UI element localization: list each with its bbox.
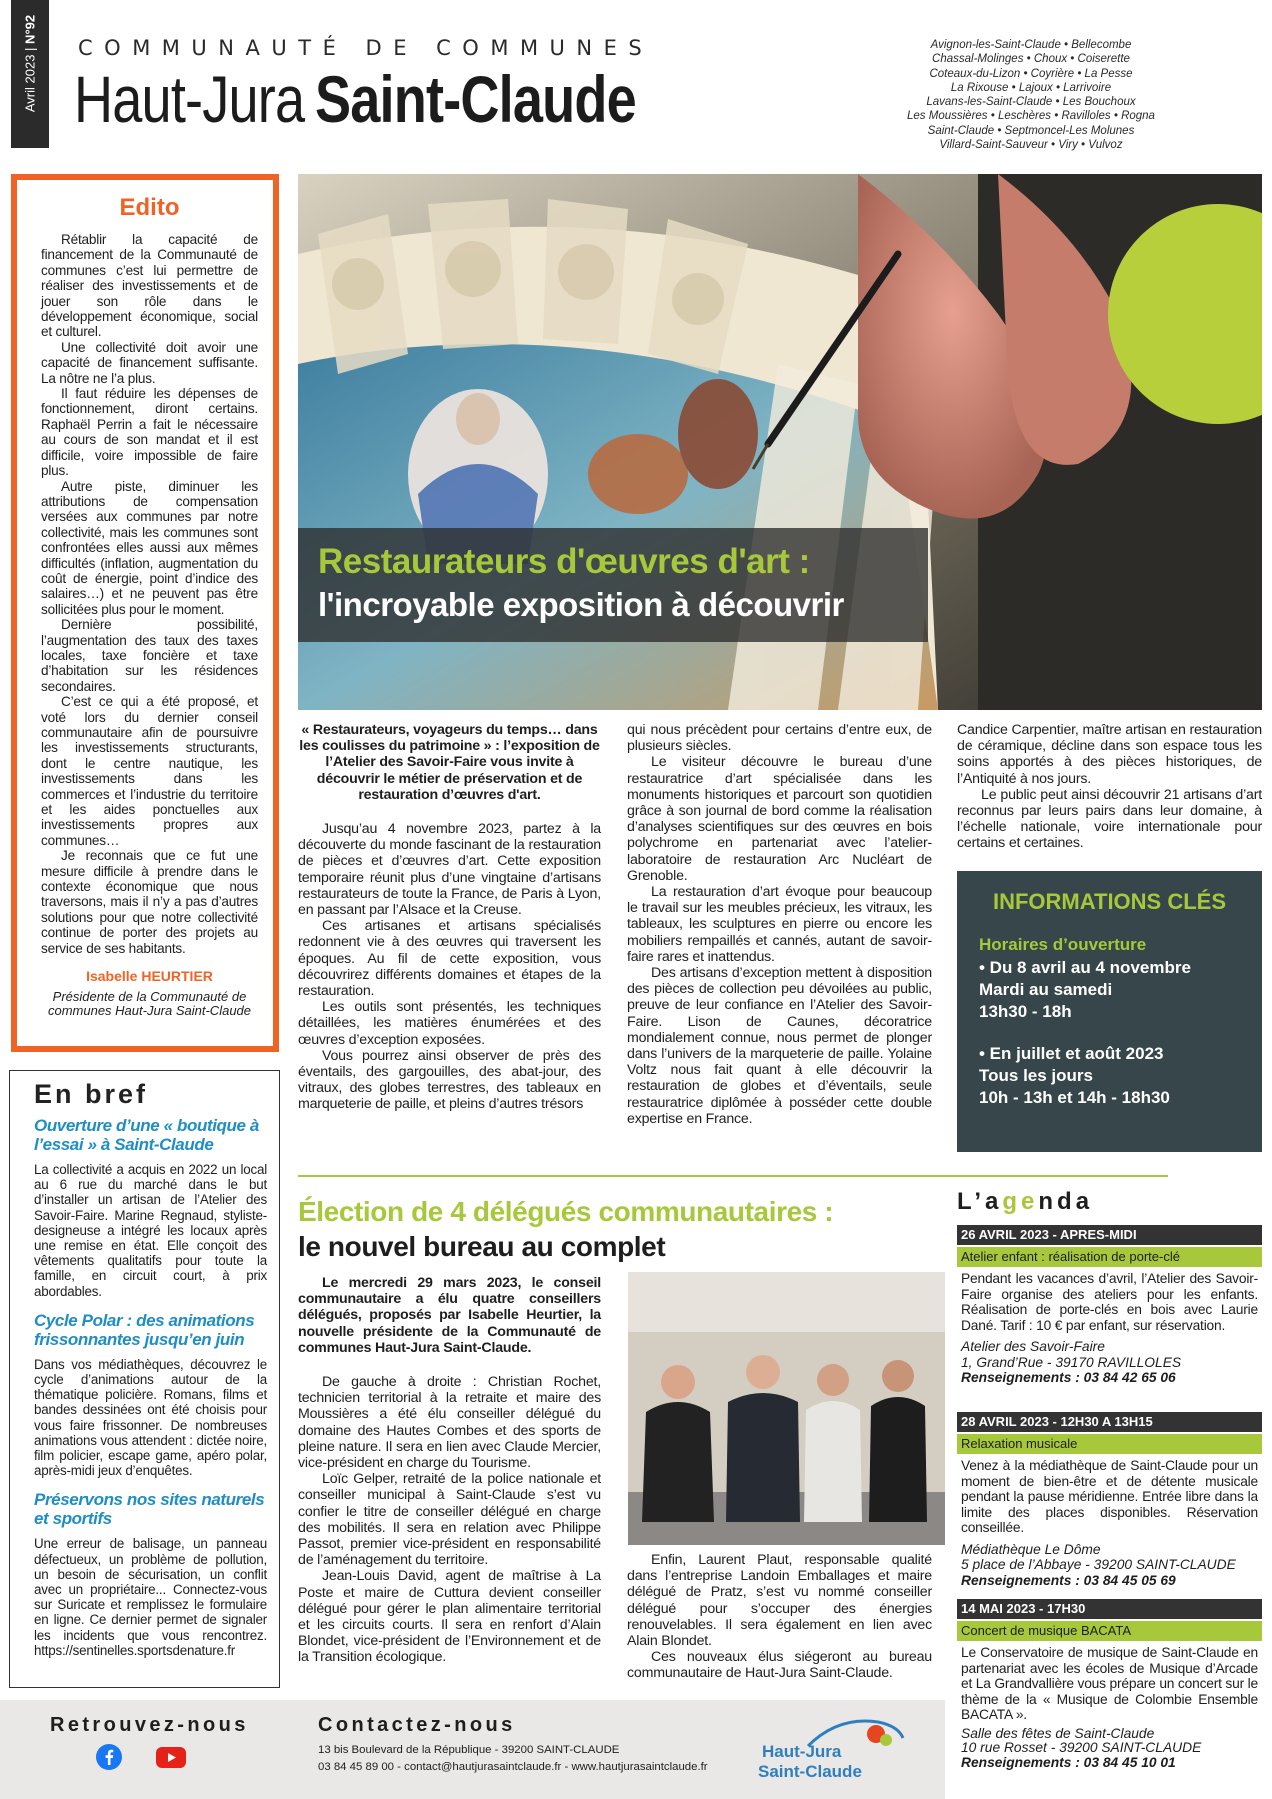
contact-line[interactable]: 03 84 45 89 00 - contact@hautjurasaintclaude.fr - www.hautjurasaintclaude.fr — [318, 1761, 708, 1773]
en-bref-title: En bref — [34, 1079, 149, 1109]
logo-line2: Saint-Claude — [758, 1762, 862, 1781]
masthead-title: Haut-JuraSaint-Claude — [74, 62, 636, 136]
event-category: Concert de musique BACATA — [957, 1621, 1262, 1641]
hours-line: 13h30 - 18h — [979, 1002, 1072, 1021]
edito-box — [11, 174, 279, 1052]
hours-line: • Du 8 avril au 4 novembre — [979, 958, 1191, 977]
logo-line1: Haut-Jura — [762, 1742, 842, 1761]
event-description: Le Conservatoire de musique de Saint-Claude en partenariat avec les écoles de Musique d’Arcade et La Grandvallière vous prépare un concert sur le thème de la « Musique de Colombie Ensemble BACATA ». — [961, 1645, 1258, 1722]
hours-line: Mardi au samedi — [979, 980, 1113, 999]
event-category: Relaxation musicale — [957, 1434, 1262, 1454]
contact-us-label: Contactez-nous — [318, 1714, 516, 1736]
communes-list: Avignon-les-Saint-Claude • Bellecombe Chassal-Molinges • Choux • Coiserette Coteaux-du-Lizon • Coyrière • La Pesse La Rixouse • Lajoux • Larrivoire Lavans-les-Saint-Claude • Les Bouchoux Les Moussières • Leschères • Ravilloles • Rogna Saint-Claude • Septmoncel-Les Molunes Villard-Saint-Sauveur • Viry • Vulvoz — [907, 39, 1155, 152]
event-date: 28 AVRIL 2023 - 12H30 A 13H15 — [957, 1412, 1262, 1432]
article-paragraph: Des artisans d’exception mettent à disposition des pièces de collection peu dévoilées au public, preuve de leur confiance en l’Atelier des Savoir-Faire. Lison de Caunes, décoratrice mondialement connue, nous permet de plonger dans l’univers de la marqueterie de paille. Yolaine Voltz nous fait quant à elle découvrir la restauration de globes et d’éventails, seule restauratrice diplômée à posséder cette double expertise en France. — [627, 965, 932, 1127]
election-paragraph: Loïc Gelper, retraité de la police nationale et conseiller municipal à Saint-Claude s’est vu confier le titre de conseiller délégué en charge des mobilités. Il sera en relation avec Philippe Passot, premier vice-président en responsabilité de l’aménagement du territoire. — [298, 1471, 601, 1569]
election-column-2 — [627, 1552, 932, 1682]
edito-title: Edito — [119, 194, 180, 221]
hours-line: • En juillet et août 2023 — [979, 1044, 1164, 1063]
edito-paragraph: Rétablir la capacité de financement de la Communauté de communes c’est lui permettre de réaliser des investissements et de jouer son rôle dans le développement économique, social et culturel. — [41, 232, 258, 340]
election-paragraph: Ces nouveaux élus siégeront au bureau communautaire de Haut-Jura Saint-Claude. — [627, 1649, 932, 1682]
hero-image — [298, 174, 1262, 710]
event-place: Médiathèque Le Dôme 5 place de l’Abbaye - 39200 SAINT-CLAUDE Renseignements : 03 84 45 05 69 — [961, 1541, 1236, 1588]
article-paragraph: Le visiteur découvre le bureau d’une restauratrice d’art spécialisée dans les monuments historiques et parcourt son quotidien grâce à son journal de bord comme la réalisation d’analyses scientifiques sur des œuvres en bois polychrome en partenariat avec l’atelier-laboratoire de restauration Arc Nucléart de Grenoble. — [627, 754, 932, 884]
agenda-event — [957, 1599, 1262, 1770]
edito-paragraph: Autre piste, diminuer les attributions de compensation versées aux communes par notre collectivité, mais les communes sont confrontées elles aussi aux mêmes difficultés (inflation, augmentation du coût de énergie, point d’indice des salaires…) et ne peuvent pas être sollicitées plus pour le moment. — [41, 478, 258, 617]
election-paragraph: De gauche à droite : Christian Rochet, technicien territorial à la retraite et maire des Moussières a été élu conseiller délégué du domaine des Hautes Combes et des sports de pleine nature. Il sera en lien avec Claude Mercier, vice-président en charge du Tourisme. — [298, 1374, 601, 1472]
hours-line: 10h - 13h et 14h - 18h30 — [979, 1088, 1170, 1107]
bref-heading: Ouverture d’une « boutique à l’essai » à Saint-Claude — [34, 1116, 259, 1154]
issue-label: Avril 2023 | N°92 — [22, 14, 38, 113]
youtube-icon[interactable] — [156, 1747, 186, 1768]
agenda-event — [957, 1225, 1262, 1386]
article-column-1 — [298, 722, 601, 1113]
event-date: 26 AVRIL 2023 - APRES-MIDI — [957, 1225, 1262, 1245]
election-paragraph: Jean-Louis David, agent de maîtrise à La Poste et maire de Cuttura devient conseiller délégué pour gérer le plan alimentaire territorial et les circuits courts. Il sera en renfort d’Alain Blondet, vice-président de l’Environnement et de la Transition écologique. — [298, 1568, 601, 1666]
bref-text: Une erreur de balisage, un panneau défectueux, un problème de pollution, un besoin de sécurisation, un conflit avec un propriétaire... Connectez-vous sur Suricate et remplissez le formulaire en ligne. Ce dernier permet de signaler les incidents que vous rencontrez. https://sentinelles.sportsdenature.fr — [34, 1536, 267, 1658]
key-info-box — [957, 871, 1262, 1152]
masthead-subtitle: COMMUNAUTÉ DE COMMUNES — [78, 36, 654, 60]
edito-signature: Isabelle HEURTIER — [86, 968, 213, 985]
election-title-line2: le nouvel bureau au complet — [298, 1231, 666, 1262]
agenda-title: L’agenda — [957, 1188, 1094, 1215]
event-place: Atelier des Savoir-Faire 1, Grand’Rue - 39170 RAVILLOLES Renseignements : 03 84 42 65 06 — [961, 1339, 1182, 1385]
article-paragraph: Candice Carpentier, maître artisan en restauration de céramique, décline dans son espace tous les soins apportés à des pièces historiques, de l’Antiquité à nos jours. — [957, 722, 1262, 787]
article-lead: « Restaurateurs, voyageurs du temps… dans les coulisses du patrimoine » : l’exposition de l’Atelier des Savoir-Faire vous invite à découvrir le métier de préservation et de restauration d’œuvres d'art. — [299, 722, 600, 803]
key-info-title: INFORMATIONS CLÉS — [992, 889, 1227, 914]
haut-jura-logo — [758, 1712, 908, 1788]
election-column-1 — [298, 1275, 601, 1666]
edito-role: Présidente de la Communauté de communes Haut-Jura Saint-Claude — [47, 989, 252, 1019]
bref-text: La collectivité a acquis en 2022 un local au 6 rue du marché dans le but d’installer un artisan de l’Atelier des Savoir-Faire. Marine Regnaud, styliste-designeuse a intégré les locaux après une remise en état. Elle conçoit des vêtements qualitatifs pour toute la famille, en circuit court, à prix abordables. — [34, 1162, 267, 1299]
edito-paragraph: Une collectivité doit avoir une capacité de financement suffisante. La nôtre ne l’a plus. — [41, 339, 258, 386]
edito-paragraph: Il faut réduire les dépenses de fonctionnement, diront certains. Raphaël Perrin a fait le nécessaire au cours de son mandat et il est difficile, voire impossible de faire plus. — [41, 386, 258, 479]
bref-heading: Cycle Polar : des animations frissonnantes jusqu’en juin — [34, 1310, 255, 1349]
article-paragraph: Les outils sont présentés, les techniques détaillées, les matières énumérées et des œuvres d’exception exposées. — [298, 999, 601, 1048]
article-column-3 — [957, 722, 1262, 852]
edito-paragraph: C’est ce qui a été proposé, et voté lors du dernier conseil communautaire afin de poursuivre les investissements structurants, dont le centre nautique, les investissements dans les commerces et l’industrie du territoire et les aides ponctuelles aux investissements propres aux communes… — [41, 694, 258, 848]
event-description: Pendant les vacances d’avril, l’Atelier des Savoir-Faire organise des ateliers pour les enfants. Réalisation de porte-clés en bois avec Laurie Dané. Tarif : 10 € par enfant, sur réservation. — [961, 1271, 1258, 1333]
en-bref-box — [9, 1070, 280, 1688]
contact-details — [318, 1742, 708, 1776]
election-paragraph: Enfin, Laurent Plaut, responsable qualité dans l’entreprise Landoin Emballages et maire délégué de Pratz, s’est vu nommé conseiller délégué pour s’occuper des énergies renouvelables. Il sera également en lien avec Alain Blondet. — [627, 1552, 932, 1650]
event-date: 14 MAI 2023 - 17H30 — [957, 1599, 1262, 1619]
article-paragraph: Le public peut ainsi découvrir 21 artisans d’art reconnus par leurs pairs dans leur domaine, à l’échelle nationale, voire internationale pour certains et certaines. — [957, 786, 1262, 852]
opening-hours-heading: Horaires d’ouverture — [979, 935, 1147, 954]
hero-title-bar — [298, 528, 928, 642]
article-paragraph: qui nous précèdent pour certains d’entre eux, de plusieurs siècles. — [627, 722, 932, 755]
delegates-photo — [628, 1272, 945, 1545]
edito-paragraph: Je reconnais que ce fut une mesure difficile à prendre dans le contexte économique que nous traversons, mais il n’y a pas d’autres solutions pour que notre collectivité continue de porter des projets au service de ses habitants. — [41, 848, 258, 956]
agenda-event — [957, 1412, 1262, 1588]
contact-address: 13 bis Boulevard de la République - 39200 SAINT-CLAUDE — [318, 1744, 620, 1756]
article-paragraph: La restauration d’art évoque pour beaucoup le travail sur les meubles précieux, les vitraux, les tableaux, les sculptures en pierre ou encore les mobiliers rempaillés et cannés, autant de savoir-faire rares et inattendus. — [627, 884, 932, 965]
hero-title-line1: Restaurateurs d'œuvres d'art : — [318, 542, 810, 581]
hero-title-line2: l'incroyable exposition à découvrir — [318, 586, 844, 623]
event-description: Venez à la médiathèque de Saint-Claude pour un moment de bien-être et de détente musicale pendant la pause méridienne. Entrée libre dans la limite des places disponibles. Réservation conseillée. — [961, 1458, 1258, 1535]
hours-line: Tous les jours — [979, 1066, 1093, 1085]
event-category: Atelier enfant : réalisation de porte-clé — [957, 1247, 1262, 1267]
article-paragraph: Ces artisanes et artisans spécialisés redonnent vie à des œuvres qui traversent les époques. Au fil de cette exposition, vous découvrirez différents domaines et étapes de la restauration. — [298, 918, 601, 1000]
group-photo-illustration — [628, 1272, 945, 1545]
section-divider — [298, 1175, 1168, 1177]
election-lead: Le mercredi 29 mars 2023, le conseil communautaire a élu quatre conseillers délégués, proposés par Isabelle Heurtier, la nouvelle présidente de la Communauté de communes Haut-Jura Saint-Claude. — [298, 1275, 601, 1356]
follow-us-label: Retrouvez-nous — [50, 1714, 249, 1736]
election-title-line1: Élection de 4 délégués communautaires : — [298, 1196, 834, 1227]
article-paragraph: Vous pourrez ainsi observer de près des éventails, des gargouilles, des abat-jour, des vitraux, des globes terrestres, des tableaux en marqueterie de paille, et pleins d’autres trésors — [298, 1047, 601, 1113]
bref-text: Dans vos médiathèques, découvrez le cycle d’animations autour de la thématique policière. Romans, films et bandes dessinées ont été choisis pour vous faire frissonner. De nombreuses animations vous attendent : dictée noire, film policier, escape game, apéro polar, après-midi jeux d’enquêtes. — [34, 1356, 267, 1479]
article-paragraph: Jusqu’au 4 novembre 2023, partez à la découverte du monde fascinant de la restauration de pièces et d’œuvres d’art. Cette exposition temporaire réunit plus d’une vingtaine d’artisans restaurateurs de toute la France, de Paris à Lyon, en passant par l’Alsace et la Creuse. — [298, 821, 601, 919]
article-column-2 — [627, 722, 932, 1127]
edito-paragraph: Dernière possibilité, l’augmentation des taux des taxes locales, taxe foncière et taxe d’habitation sur les résidences secondaires. — [41, 617, 258, 694]
facebook-icon[interactable] — [96, 1744, 122, 1770]
bref-heading: Préservons nos sites naturels et sportifs — [34, 1490, 265, 1529]
event-place: Salle des fêtes de Saint-Claude 10 rue Rosset - 39200 SAINT-CLAUDE Renseignements : 03 84 45 10 01 — [961, 1725, 1202, 1770]
issue-tab — [11, 0, 49, 148]
